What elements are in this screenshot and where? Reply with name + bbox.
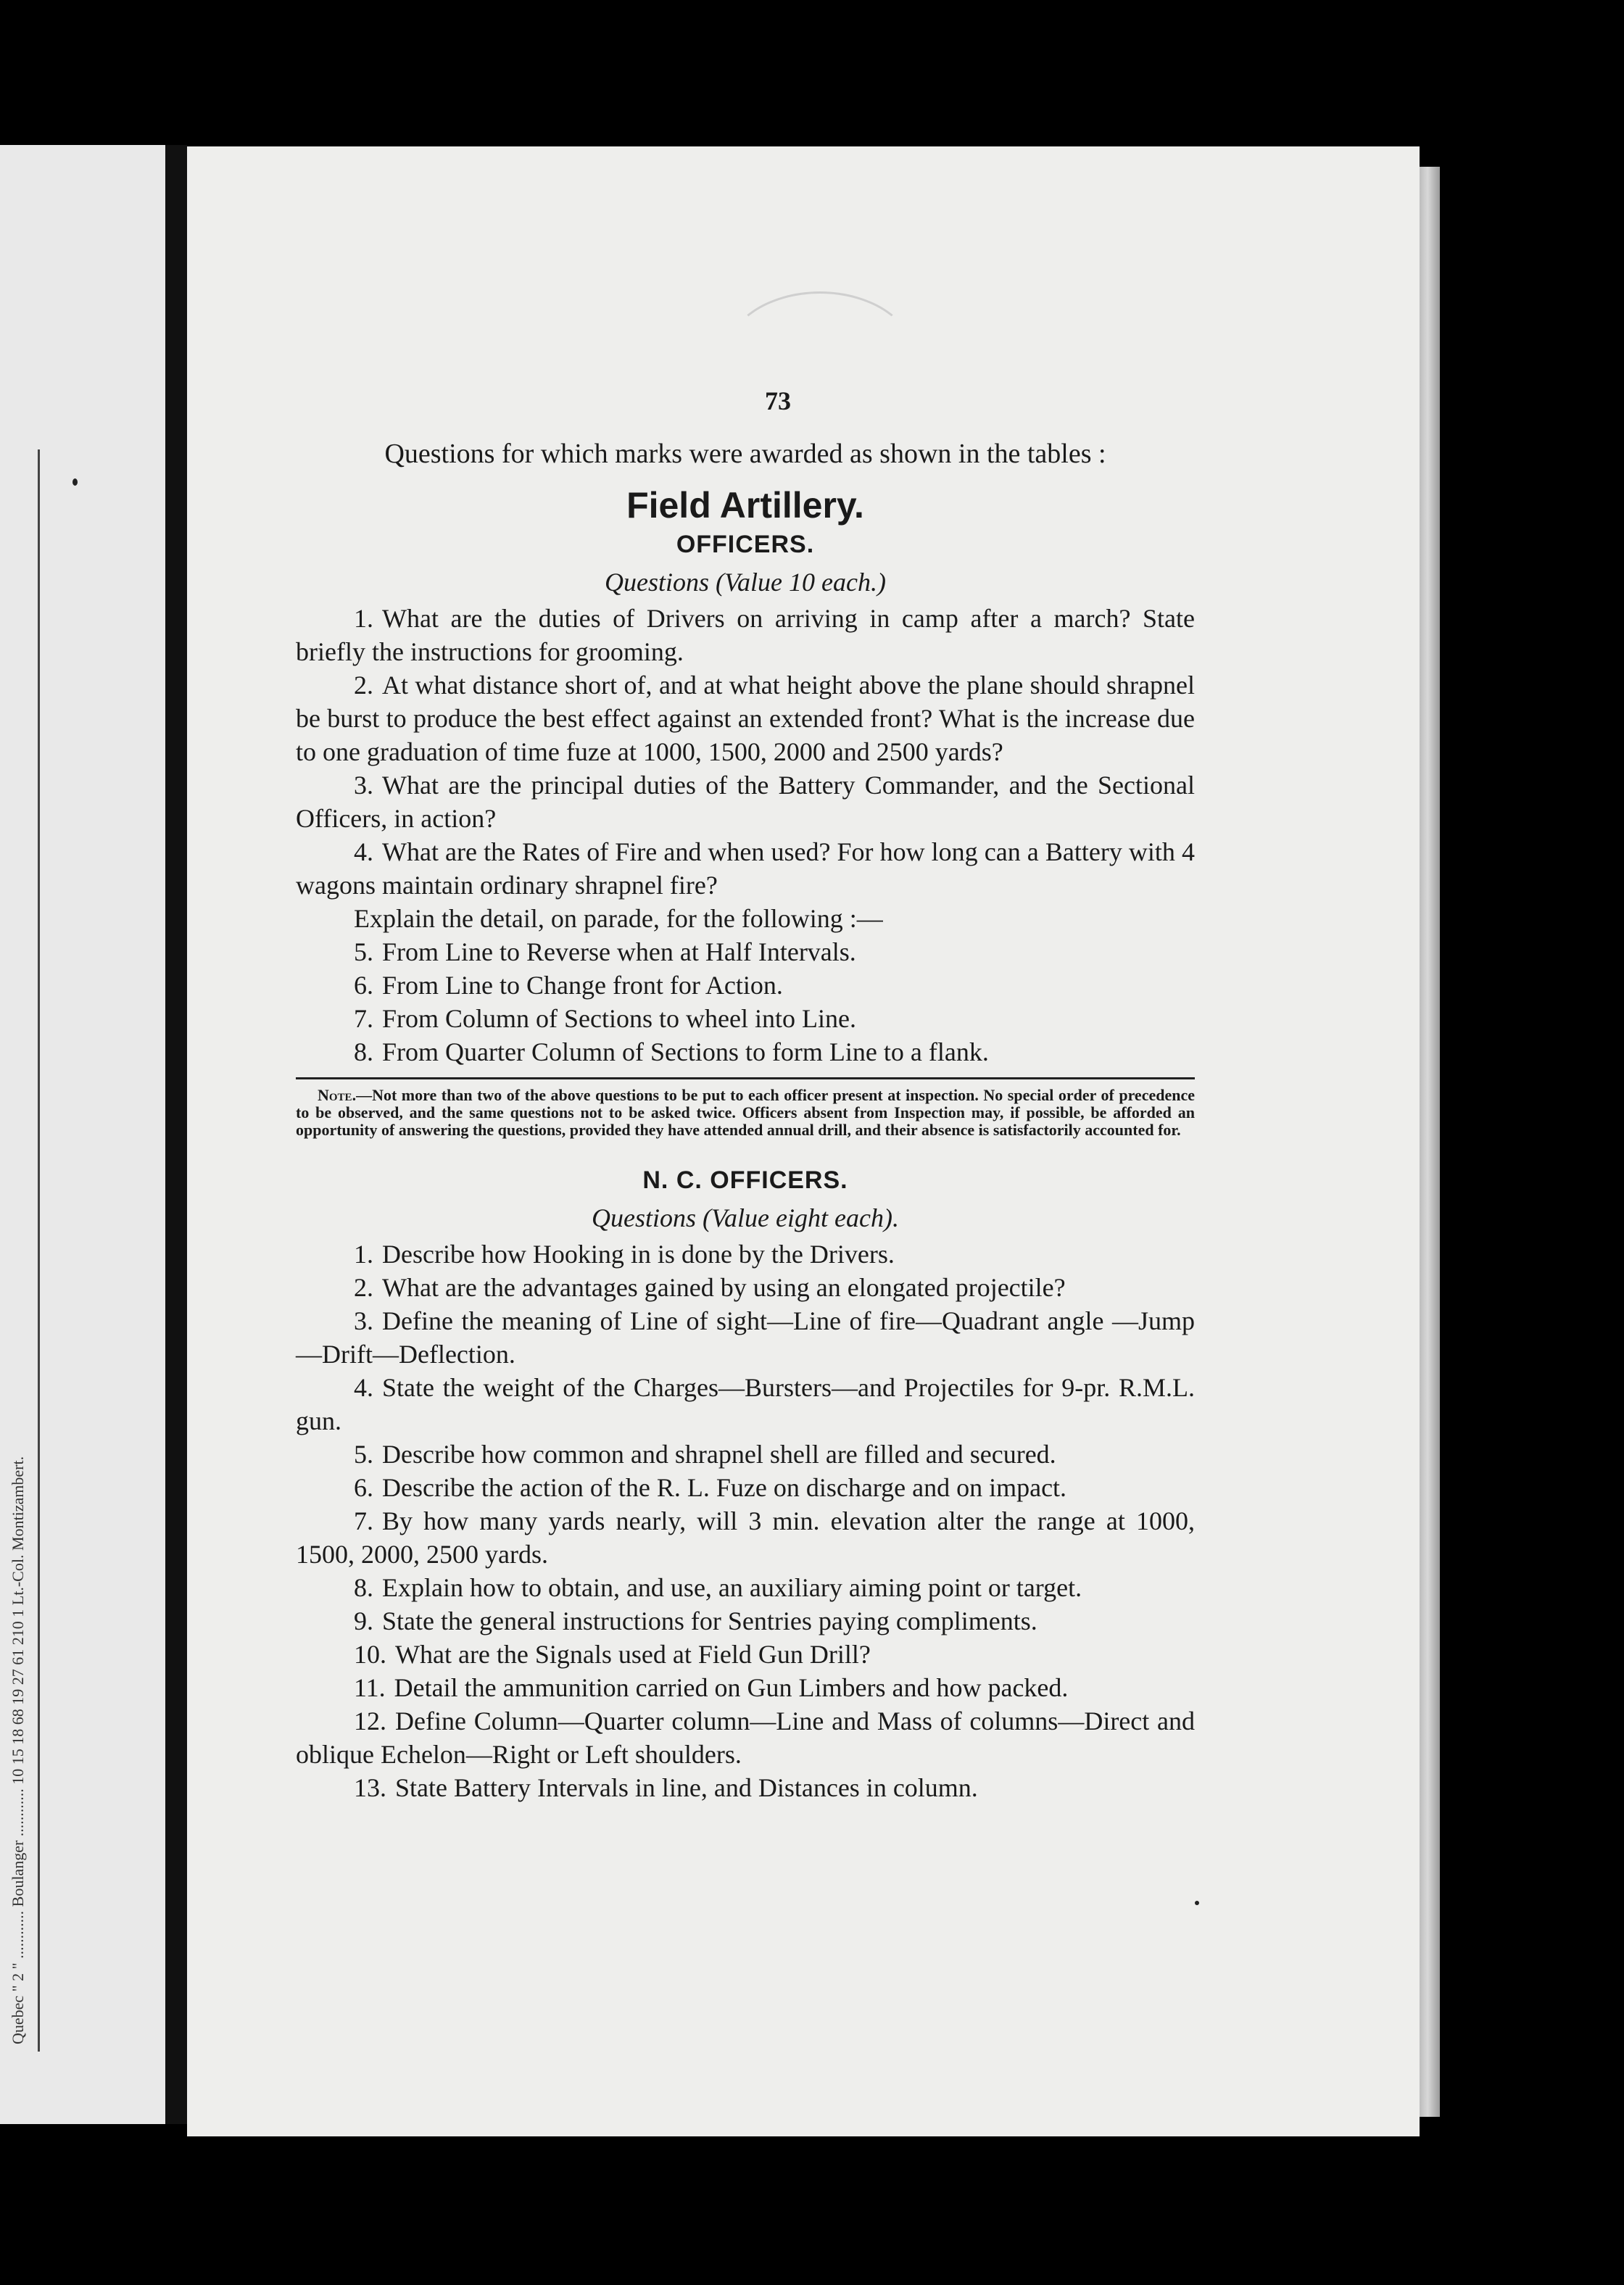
footnote: [296, 1087, 1195, 1139]
officers-parade-list: [296, 935, 1195, 1069]
list-item: [296, 1002, 1195, 1035]
question-number: 2.: [354, 1273, 373, 1302]
question-text: Describe how Hooking in is done by the Drivers.: [382, 1240, 895, 1269]
question-text: Define Column—Quarter column—Line and Mass of columns—Direct and oblique Echelon—Right or Left shoulders.: [296, 1707, 1195, 1769]
question-number: 12.: [354, 1707, 386, 1735]
list-item: [296, 1271, 1195, 1304]
officers-heading: OFFICERS.: [676, 531, 815, 558]
list-item: [296, 1771, 1195, 1804]
list-item: [296, 1604, 1195, 1638]
question-text: From Line to Reverse when at Half Intervals.: [382, 937, 856, 966]
question-text: What are the principal duties of the Battery Commander, and the Sectional Officers, in action?: [296, 771, 1195, 833]
list-item: [296, 1035, 1195, 1069]
question-number: 8.: [354, 1037, 373, 1066]
page-title: Field Artillery.: [626, 485, 864, 526]
question-text: From Quarter Column of Sections to form Line to a flank.: [382, 1037, 989, 1066]
intro-line: Questions for which marks were awarded as shown in the tables :: [384, 439, 1106, 469]
question-number: 1.: [354, 1240, 373, 1269]
question-number: 2.: [354, 671, 373, 700]
list-item: [296, 1438, 1195, 1471]
officers-section: [296, 528, 1195, 1139]
question-number: 7.: [354, 1004, 373, 1033]
note-text: —Not more than two of the above questions to be put to each officer present at inspection. No special order of precedence to be observed, and the same questions not to be asked twice. Officers absent from Inspection may, if possible, be afforded an opportunity of answering the questions, provided they have attended annual drill, and their absence is satisfactorily accounted for.: [296, 1086, 1195, 1139]
question-number: 4.: [354, 837, 373, 866]
list-item: [296, 1237, 1195, 1271]
question-number: 6.: [354, 1473, 373, 1502]
question-number: 5.: [354, 1440, 373, 1469]
list-item: [296, 1471, 1195, 1504]
question-text: Describe the action of the R. L. Fuze on discharge and on impact.: [382, 1473, 1067, 1502]
question-number: 4.: [354, 1373, 373, 1402]
list-item: [296, 1638, 1195, 1671]
question-number: 9.: [354, 1606, 373, 1635]
officers-questions-caption: Questions (Value 10 each.): [605, 568, 886, 597]
list-item: [296, 835, 1195, 902]
question-number: 1.: [354, 604, 373, 633]
list-item: [296, 1371, 1195, 1438]
list-item: [296, 602, 1195, 668]
explain-line: Explain the detail, on parade, for the following :—: [354, 904, 883, 933]
facing-page-rule: [38, 449, 40, 2052]
question-text: What are the Rates of Fire and when used? For how long can a Battery with 4 wagons maintain ordinary shrapnel fire?: [296, 837, 1195, 900]
list-item: [296, 1704, 1195, 1771]
question-number: 5.: [354, 937, 373, 966]
list-item: [296, 1304, 1195, 1371]
facing-page: [0, 145, 165, 2124]
scan-speck: [72, 478, 78, 486]
page-number: 73: [765, 386, 791, 415]
question-text: At what distance short of, and at what height above the plane should shrapnel be burst to produce the best effect against an extended front? What is the increase due to one graduation of time fuze at 1000, 1500, 2000 and 2500 yards?: [296, 671, 1195, 766]
question-text: What are the duties of Drivers on arriving in camp after a march? State briefly the instructions for grooming.: [296, 604, 1195, 666]
book-page: [187, 146, 1420, 2136]
nco-section: [296, 1164, 1195, 1804]
question-number: 6.: [354, 971, 373, 1000]
list-item: [296, 1571, 1195, 1604]
question-text: Detail the ammunition carried on Gun Limbers and how packed.: [394, 1673, 1069, 1702]
list-item: [296, 935, 1195, 969]
officers-question-list: [296, 602, 1195, 902]
page-content: [296, 386, 1195, 1804]
question-text: State Battery Intervals in line, and Distances in column.: [395, 1773, 978, 1802]
question-text: From Line to Change front for Action.: [382, 971, 783, 1000]
list-item: [296, 969, 1195, 1002]
facing-page-margin-strip: [1, 464, 35, 2044]
nco-question-list: [296, 1237, 1195, 1804]
question-text: Explain how to obtain, and use, an auxiliary aiming point or target.: [382, 1573, 1082, 1602]
question-text: State the general instructions for Sentries paying compliments.: [382, 1606, 1037, 1635]
question-text: Define the meaning of Line of sight—Line of fire—Quadrant angle —Jump—Drift—Deflection.: [296, 1306, 1195, 1369]
question-number: 3.: [354, 1306, 373, 1335]
question-number: 10.: [354, 1640, 386, 1669]
question-text: State the weight of the Charges—Bursters—and Projectiles for 9-pr. R.M.L. gun.: [296, 1373, 1195, 1435]
list-item: [296, 1504, 1195, 1571]
question-text: Describe how common and shrapnel shell are filled and secured.: [382, 1440, 1056, 1469]
question-number: 13.: [354, 1773, 386, 1802]
list-item: [296, 1671, 1195, 1704]
question-number: 8.: [354, 1573, 373, 1602]
section-divider: [296, 1077, 1195, 1079]
page-speck: [1195, 1901, 1199, 1905]
facing-page-margin-text: Quebec " 2 " ............ Boulanger ............ 10 15 18 68 19 27 61 210 1 Lt.-Col. Montizambert.: [9, 1456, 27, 2044]
note-label: Note.: [318, 1086, 357, 1104]
question-text: By how many yards nearly, will 3 min. elevation alter the range at 1000, 1500, 2000, 2500 yards.: [296, 1506, 1195, 1569]
list-item: [296, 668, 1195, 768]
book-gutter: [165, 145, 187, 2124]
page-edge-shadow: [1420, 167, 1440, 2117]
question-number: 7.: [354, 1506, 373, 1535]
question-text: What are the Signals used at Field Gun Drill?: [395, 1640, 871, 1669]
nco-questions-caption: Questions (Value eight each).: [592, 1203, 899, 1232]
question-text: What are the advantages gained by using an elongated projectile?: [382, 1273, 1066, 1302]
list-item: [296, 768, 1195, 835]
question-number: 3.: [354, 771, 373, 800]
nco-heading: N. C. OFFICERS.: [642, 1166, 848, 1194]
question-number: 11.: [354, 1673, 386, 1702]
question-text: From Column of Sections to wheel into Line.: [382, 1004, 856, 1033]
